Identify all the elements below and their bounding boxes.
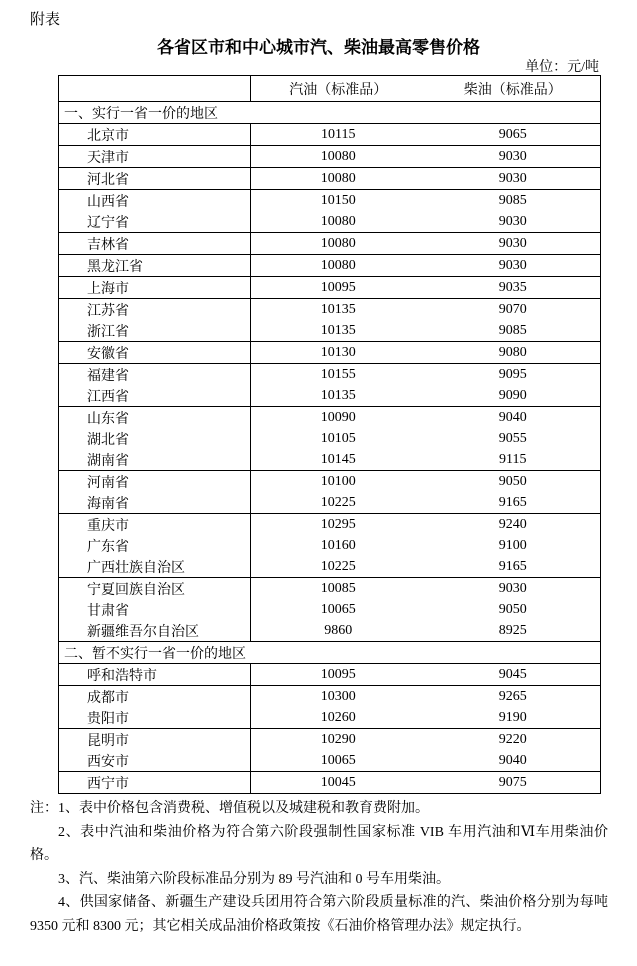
region-cell: 贵阳市 [59, 707, 251, 729]
gasoline-price-cell: 10290 [320, 731, 356, 747]
gasoline-price-cell: 10295 [320, 516, 356, 532]
table-row [59, 211, 601, 233]
gasoline-price-cell: 10135 [320, 387, 356, 403]
table-row [59, 578, 601, 600]
diesel-price-cell: 9050 [498, 473, 527, 489]
gasoline-price-cell: 10100 [320, 473, 356, 489]
diesel-price-cell: 9190 [498, 709, 527, 725]
region-cell: 广西壮族自治区 [59, 556, 251, 578]
gasoline-header-cell: 汽油（标准品） [251, 76, 426, 102]
region-cell: 北京市 [59, 124, 251, 146]
diesel-price-cell: 9165 [498, 558, 527, 574]
diesel-price-cell: 9040 [498, 409, 527, 425]
table-row [59, 277, 601, 299]
diesel-price-cell: 9030 [498, 235, 527, 251]
gasoline-price-cell: 10145 [320, 451, 356, 467]
diesel-price-cell: 9045 [498, 666, 527, 682]
region-cell: 辽宁省 [59, 211, 251, 233]
table-row [59, 686, 601, 708]
price-table-body [59, 102, 601, 794]
gasoline-price-cell: 10225 [320, 494, 356, 510]
gasoline-price-cell: 10065 [320, 601, 356, 617]
note-line: 注：1、表中价格包含消费税、增值税以及城建税和教育费附加。 [30, 801, 429, 816]
region-cell: 新疆维吾尔自治区 [59, 620, 251, 642]
region-cell: 浙江省 [59, 320, 251, 342]
gasoline-price-cell: 10080 [320, 213, 356, 229]
diesel-header-cell: 柴油（标准品） [426, 76, 601, 102]
diesel-price-cell: 9035 [498, 279, 527, 295]
table-row [59, 124, 601, 146]
table-row [59, 255, 601, 277]
diesel-price-cell: 9075 [498, 774, 527, 790]
region-header-cell [59, 76, 251, 102]
gasoline-price-cell: 10160 [320, 537, 356, 553]
diesel-price-cell: 9070 [498, 301, 527, 317]
gasoline-price-cell: 10260 [320, 709, 356, 725]
table-row [59, 168, 601, 190]
table-row [59, 492, 601, 514]
gasoline-price-cell: 10065 [320, 752, 356, 768]
region-cell: 福建省 [59, 364, 251, 386]
diesel-price-cell: 9240 [498, 516, 527, 532]
table-row [59, 772, 601, 794]
table-row [59, 707, 601, 729]
region-cell: 河北省 [59, 168, 251, 190]
table-row [59, 535, 601, 556]
diesel-price-cell: 9115 [499, 451, 527, 467]
table-row [59, 556, 601, 578]
table-row [59, 146, 601, 168]
table-row [59, 599, 601, 620]
diesel-price-cell: 9165 [498, 494, 527, 510]
unit-label: 单位：元/吨 [525, 60, 599, 75]
note-line: 4、供国家储备、新疆生产建设兵团用符合第六阶段质量标准的汽、柴油价格分别为每吨 9350 元和 8300 元；其它相关成品油价格政策按《石油价格管理办法》规定执行。 [30, 895, 608, 934]
notes-section [30, 797, 608, 938]
diesel-price-cell: 9030 [498, 170, 527, 186]
gasoline-price-cell: 10150 [320, 192, 356, 208]
region-cell: 上海市 [59, 277, 251, 299]
note-line: 2、表中汽油和柴油价格为符合第六阶段强制性国家标准 VIB 车用汽油和Ⅵ车用柴油价格。 [30, 824, 608, 863]
section-heading: 二、暂不实行一省一价的地区 [64, 646, 246, 662]
diesel-price-cell: 9095 [498, 366, 527, 382]
region-cell: 湖北省 [59, 428, 251, 449]
gasoline-price-cell: 10105 [320, 430, 356, 446]
region-cell: 山西省 [59, 190, 251, 212]
gasoline-price-cell: 10155 [320, 366, 356, 382]
region-cell: 昆明市 [59, 729, 251, 751]
table-row [59, 750, 601, 772]
diesel-price-cell: 9090 [498, 387, 527, 403]
diesel-price-cell: 9030 [498, 148, 527, 164]
gasoline-price-cell: 9860 [324, 622, 353, 638]
gasoline-price-cell: 10080 [320, 148, 356, 164]
attachment-label: 附表 [30, 12, 61, 28]
region-cell: 西宁市 [59, 772, 251, 794]
section-heading: 一、实行一省一价的地区 [64, 106, 218, 122]
table-row [59, 729, 601, 751]
gasoline-price-cell: 10095 [320, 666, 356, 682]
region-cell: 天津市 [59, 146, 251, 168]
table-row [59, 471, 601, 493]
table-row [59, 385, 601, 407]
gasoline-price-cell: 10130 [320, 344, 356, 360]
gasoline-price-cell: 10115 [321, 126, 356, 142]
region-cell: 江西省 [59, 385, 251, 407]
diesel-price-cell: 9030 [498, 580, 527, 596]
table-header-row [59, 76, 601, 102]
gasoline-price-cell: 10135 [320, 322, 356, 338]
table-row [59, 190, 601, 212]
diesel-price-cell: 9040 [498, 752, 527, 768]
gasoline-price-cell: 10085 [320, 580, 356, 596]
gasoline-price-cell: 10300 [320, 688, 356, 704]
diesel-price-cell: 9220 [498, 731, 527, 747]
gasoline-price-cell: 10135 [320, 301, 356, 317]
region-cell: 甘肃省 [59, 599, 251, 620]
gasoline-price-cell: 10080 [320, 235, 356, 251]
gasoline-price-cell: 10080 [320, 170, 356, 186]
region-cell: 广东省 [59, 535, 251, 556]
region-cell: 黑龙江省 [59, 255, 251, 277]
region-cell: 吉林省 [59, 233, 251, 255]
section-heading-row [59, 102, 601, 124]
price-table [58, 75, 601, 794]
gasoline-price-cell: 10095 [320, 279, 356, 295]
region-cell: 山东省 [59, 407, 251, 429]
gasoline-price-cell: 10225 [320, 558, 356, 574]
table-row [59, 514, 601, 536]
region-cell: 安徽省 [59, 342, 251, 364]
table-row [59, 364, 601, 386]
section-heading-row [59, 642, 601, 664]
table-row [59, 428, 601, 449]
diesel-price-cell: 8925 [498, 622, 527, 638]
region-cell: 河南省 [59, 471, 251, 493]
gasoline-price-cell: 10080 [320, 257, 356, 273]
table-row [59, 233, 601, 255]
region-cell: 西安市 [59, 750, 251, 772]
table-row [59, 620, 601, 642]
gasoline-price-cell: 10090 [320, 409, 356, 425]
table-row [59, 320, 601, 342]
diesel-price-cell: 9065 [498, 126, 527, 142]
region-cell: 宁夏回族自治区 [59, 578, 251, 600]
table-row [59, 299, 601, 321]
table-row [59, 664, 601, 686]
diesel-price-cell: 9085 [498, 192, 527, 208]
diesel-price-cell: 9085 [498, 322, 527, 338]
region-cell: 江苏省 [59, 299, 251, 321]
region-cell: 海南省 [59, 492, 251, 514]
diesel-price-cell: 9030 [498, 213, 527, 229]
table-row [59, 449, 601, 471]
diesel-price-cell: 9265 [498, 688, 527, 704]
region-cell: 成都市 [59, 686, 251, 708]
note-line: 3、汽、柴油第六阶段标准品分别为 89 号汽油和 0 号车用柴油。 [58, 871, 450, 887]
diesel-price-cell: 9055 [498, 430, 527, 446]
diesel-price-cell: 9030 [498, 257, 527, 273]
diesel-price-cell: 9050 [498, 601, 527, 617]
table-row [59, 342, 601, 364]
diesel-price-cell: 9080 [498, 344, 527, 360]
region-cell: 湖南省 [59, 449, 251, 471]
region-cell: 重庆市 [59, 514, 251, 536]
gasoline-price-cell: 10045 [320, 774, 356, 790]
diesel-price-cell: 9100 [498, 537, 527, 553]
region-cell: 呼和浩特市 [59, 664, 251, 686]
page-title: 各省区市和中心城市汽、柴油最高零售价格 [157, 38, 480, 57]
table-row [59, 407, 601, 429]
